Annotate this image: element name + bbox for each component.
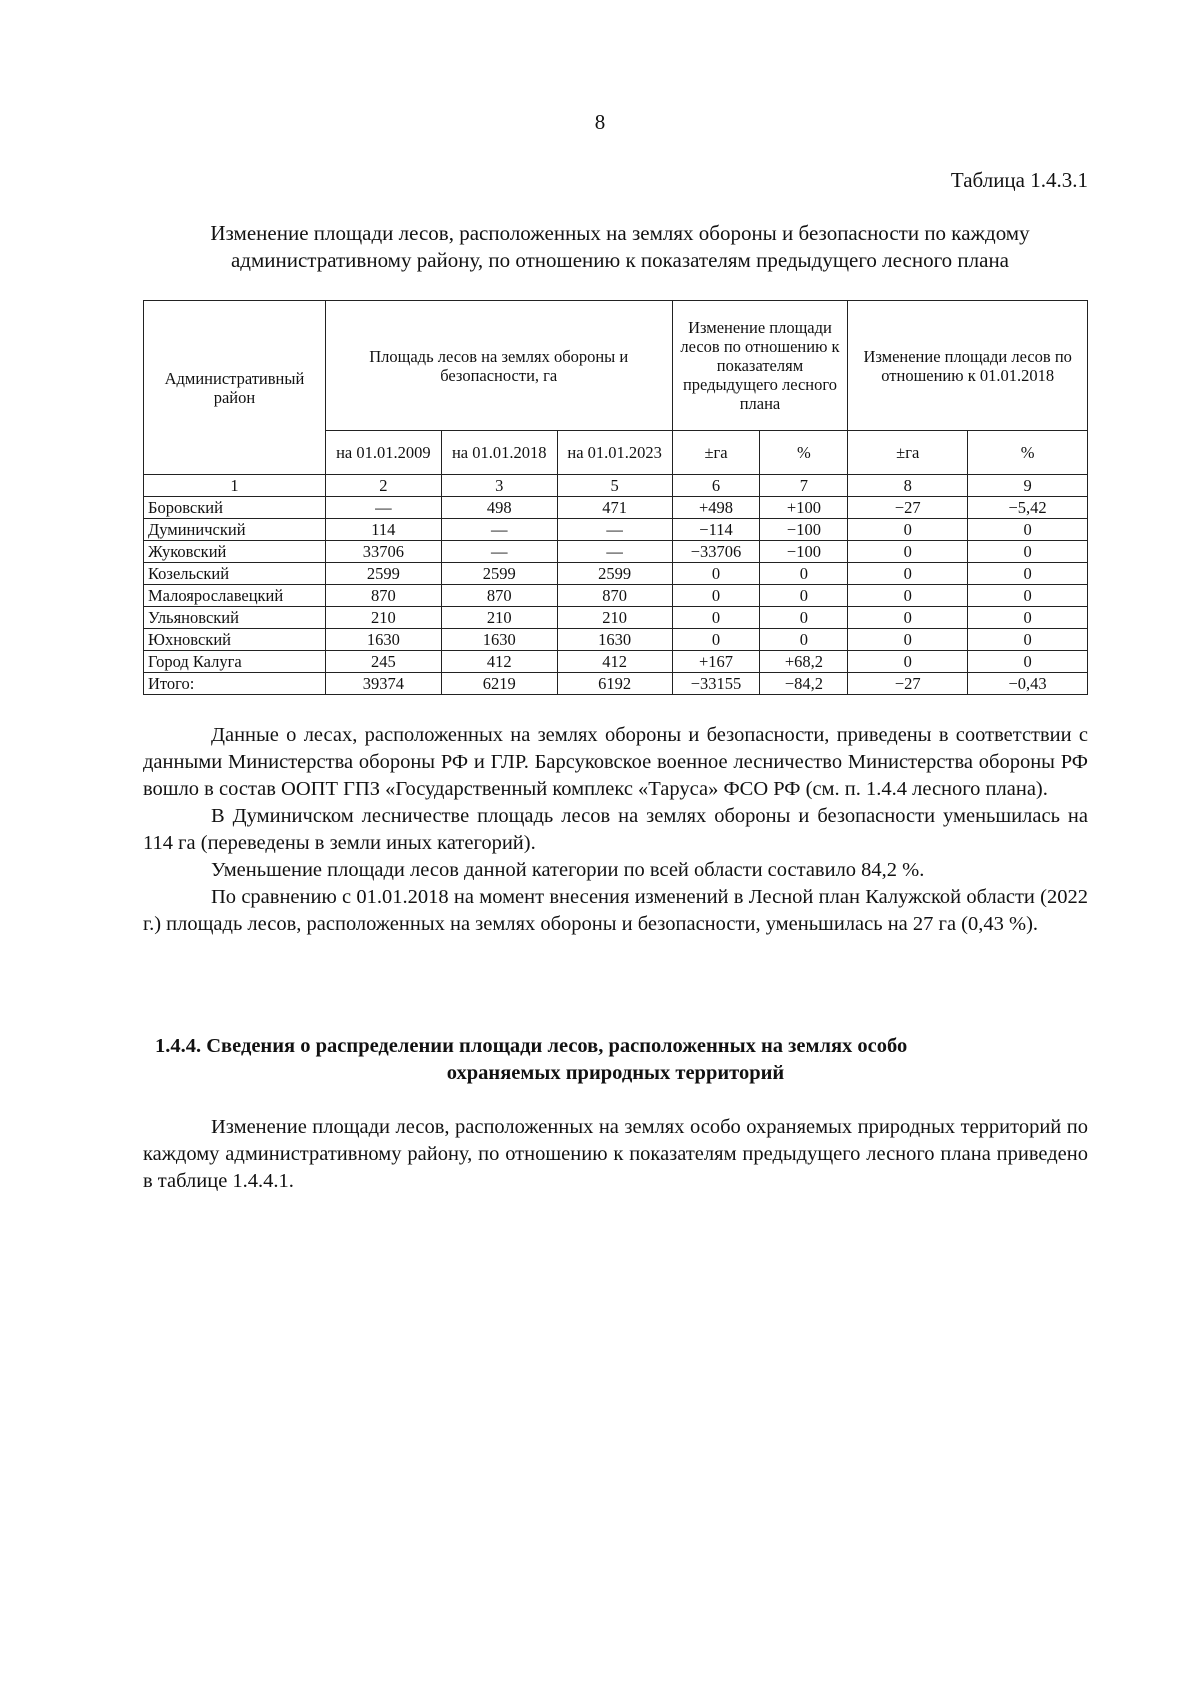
district-name-cell: Малоярославецкий [144, 585, 326, 607]
cell-pct-2018: 0 [968, 563, 1088, 585]
column-number: 6 [672, 475, 760, 497]
cell-a2023: 2599 [557, 563, 672, 585]
cell-ha-prev: 0 [672, 607, 760, 629]
section-heading-line-1: 1.4.4. Сведения о распределении площади лесов, расположенных на землях особо [155, 1035, 908, 1057]
header-date-2009: на 01.01.2009 [325, 431, 441, 475]
header-ha-2018: ±га [848, 431, 968, 475]
cell-a2023: 412 [557, 651, 672, 673]
cell-ha-prev: +498 [672, 497, 760, 519]
cell-pct-prev: 0 [760, 629, 848, 651]
cell-a2023: 870 [557, 585, 672, 607]
header-change-prev-group: Изменение площади лесов по отношению к показателям предыдущего лесного плана [672, 301, 848, 431]
table-row [144, 519, 1088, 541]
column-number-row [144, 475, 1088, 497]
cell-ha-2018: 0 [848, 519, 968, 541]
cell-ha-prev: +167 [672, 651, 760, 673]
column-number: 5 [557, 475, 672, 497]
cell-pct-prev: −100 [760, 519, 848, 541]
header-change-2018-group: Изменение площади лесов по отношению к 01.01.2018 [848, 301, 1088, 431]
cell-a2023: — [557, 519, 672, 541]
cell-pct-2018: −5,42 [968, 497, 1088, 519]
cell-ha-2018: −27 [848, 497, 968, 519]
table-row [144, 607, 1088, 629]
paragraph-data-source: Данные о лесах, расположенных на землях обороны и безопасности, приведены в соответствии с данными Министерства обороны РФ и ГЛР. Барсуковское военное лесничество Министерства обороны РФ вошло в состав ООПТ ГПЗ «Государственный комплекс «Таруса» ФСО РФ (см. п. 1.4.4 лесного плана). [143, 724, 1088, 800]
cell-ha-2018: 0 [848, 629, 968, 651]
cell-a2023: 6192 [557, 673, 672, 695]
table-row [144, 651, 1088, 673]
district-name-cell: Козельский [144, 563, 326, 585]
header-ha-prev: ±га [672, 431, 760, 475]
column-number: 3 [441, 475, 557, 497]
cell-pct-prev: 0 [760, 563, 848, 585]
cell-ha-2018: 0 [848, 607, 968, 629]
header-district: Административный район [144, 301, 326, 475]
paragraph-duminichi: В Думиничском лесничестве площадь лесов на землях обороны и безопасности уменьшилась на 114 га (переведены в земли иных категорий). [143, 805, 1088, 854]
table-row [144, 497, 1088, 519]
table-row [144, 585, 1088, 607]
column-number: 7 [760, 475, 848, 497]
column-number: 9 [968, 475, 1088, 497]
body-text-block-1 [143, 722, 1088, 938]
cell-pct-2018: 0 [968, 651, 1088, 673]
table-body [144, 497, 1088, 695]
cell-a2009: 114 [325, 519, 441, 541]
cell-pct-2018: 0 [968, 585, 1088, 607]
cell-a2018: — [441, 541, 557, 563]
cell-pct-prev: 0 [760, 585, 848, 607]
header-date-2018: на 01.01.2018 [441, 431, 557, 475]
body-text-block-2 [143, 1114, 1088, 1195]
cell-ha-2018: −27 [848, 673, 968, 695]
page-number: 8 [594, 110, 606, 134]
section-heading-1-4-4 [143, 1033, 1088, 1087]
cell-a2018: 870 [441, 585, 557, 607]
paragraph-decrease-total: Уменьшение площади лесов данной категории по всей области составило 84,2 %. [211, 859, 925, 881]
cell-pct-prev: +100 [760, 497, 848, 519]
cell-pct-prev: −100 [760, 541, 848, 563]
header-pct-prev: % [760, 431, 848, 475]
cell-a2009: 2599 [325, 563, 441, 585]
table-row [144, 563, 1088, 585]
cell-a2009: 39374 [325, 673, 441, 695]
cell-ha-2018: 0 [848, 563, 968, 585]
cell-ha-prev: −114 [672, 519, 760, 541]
cell-a2009: — [325, 497, 441, 519]
district-name-cell: Жуковский [144, 541, 326, 563]
table-label: Таблица 1.4.3.1 [950, 168, 1088, 192]
column-number: 8 [848, 475, 968, 497]
table-title [140, 220, 1100, 274]
cell-ha-prev: 0 [672, 585, 760, 607]
cell-pct-2018: 0 [968, 629, 1088, 651]
cell-pct-2018: 0 [968, 607, 1088, 629]
district-name-cell: Думиничский [144, 519, 326, 541]
cell-a2018: 210 [441, 607, 557, 629]
table-title-line-1: Изменение площади лесов, расположенных на землях обороны и безопасности по каждому [210, 221, 1030, 245]
table-row [144, 629, 1088, 651]
district-name-cell: Ульяновский [144, 607, 326, 629]
cell-ha-prev: 0 [672, 563, 760, 585]
cell-pct-prev: 0 [760, 607, 848, 629]
cell-ha-prev: −33706 [672, 541, 760, 563]
column-number: 2 [325, 475, 441, 497]
paragraph-reference-table: Изменение площади лесов, расположенных на землях особо охраняемых природных территорий по каждому административному району, по отношению к показателям предыдущего лесного плана приведено в таблице 1.4.4.1. [143, 1116, 1088, 1192]
cell-pct-2018: −0,43 [968, 673, 1088, 695]
cell-ha-2018: 0 [848, 651, 968, 673]
cell-pct-2018: 0 [968, 519, 1088, 541]
cell-a2018: 498 [441, 497, 557, 519]
cell-a2009: 1630 [325, 629, 441, 651]
header-pct-2018: % [968, 431, 1088, 475]
paragraph-comparison-2018: По сравнению с 01.01.2018 на момент внесения изменений в Лесной план Калужской области (2022 г.) площадь лесов, расположенных на землях обороны и безопасности, уменьшилась на 27 га (0,43 %). [143, 886, 1088, 935]
cell-pct-prev: +68,2 [760, 651, 848, 673]
cell-a2009: 210 [325, 607, 441, 629]
column-number: 1 [144, 475, 326, 497]
cell-ha-2018: 0 [848, 541, 968, 563]
table-row [144, 541, 1088, 563]
cell-a2018: — [441, 519, 557, 541]
cell-pct-2018: 0 [968, 541, 1088, 563]
cell-a2018: 412 [441, 651, 557, 673]
cell-a2023: — [557, 541, 672, 563]
cell-a2009: 33706 [325, 541, 441, 563]
district-name-cell: Юхновский [144, 629, 326, 651]
district-name-cell: Итого: [144, 673, 326, 695]
cell-a2018: 1630 [441, 629, 557, 651]
forest-area-table [143, 300, 1088, 695]
cell-a2018: 2599 [441, 563, 557, 585]
cell-a2018: 6219 [441, 673, 557, 695]
cell-ha-prev: −33155 [672, 673, 760, 695]
cell-a2023: 210 [557, 607, 672, 629]
district-name-cell: Боровский [144, 497, 326, 519]
district-name-cell: Город Калуга [144, 651, 326, 673]
cell-pct-prev: −84,2 [760, 673, 848, 695]
cell-a2009: 245 [325, 651, 441, 673]
cell-ha-prev: 0 [672, 629, 760, 651]
section-heading-line-2: охраняемых природных территорий [446, 1062, 785, 1084]
header-date-2023: на 01.01.2023 [557, 431, 672, 475]
table-row [144, 673, 1088, 695]
table-title-line-2: административному району, по отношению к показателям предыдущего лесного плана [230, 248, 1010, 272]
header-area-group: Площадь лесов на землях обороны и безопасности, га [325, 301, 672, 431]
cell-a2009: 870 [325, 585, 441, 607]
cell-a2023: 1630 [557, 629, 672, 651]
cell-ha-2018: 0 [848, 585, 968, 607]
cell-a2023: 471 [557, 497, 672, 519]
